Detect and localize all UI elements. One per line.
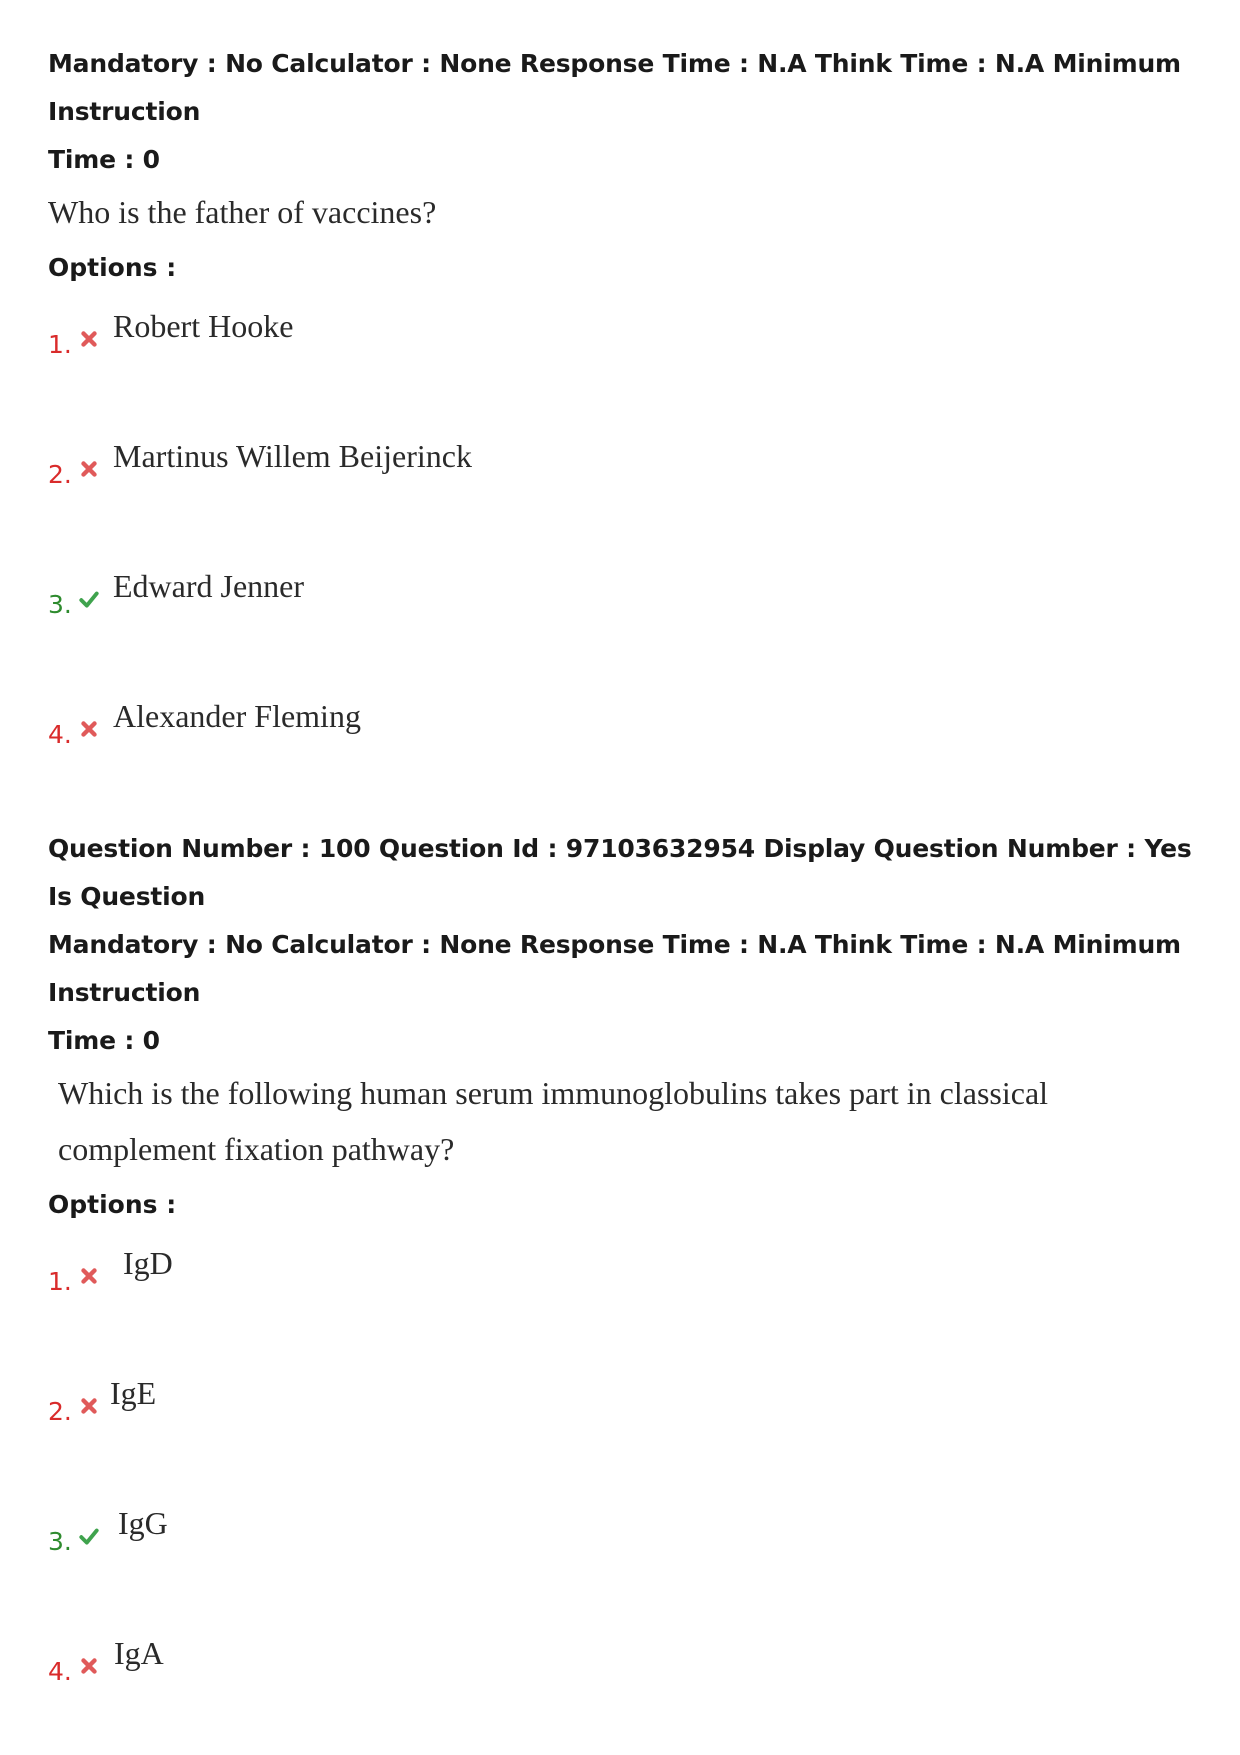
options-label: Options : [48, 253, 177, 282]
cross-icon [78, 458, 100, 480]
option-item [48, 688, 1208, 818]
option-text: Robert Hooke [113, 308, 294, 344]
cross-icon [78, 1395, 100, 1417]
check-icon [78, 588, 100, 610]
options-label: Options : [48, 1190, 177, 1219]
option-item [48, 428, 1208, 558]
option-text: Alexander Fleming [113, 698, 361, 734]
cross-icon [78, 1655, 100, 1677]
option-item [48, 1495, 1208, 1625]
option-number: 4. [48, 1657, 72, 1686]
option-item [48, 298, 1208, 428]
option-number: 4. [48, 720, 72, 749]
check-icon [78, 1525, 100, 1547]
question-text: Which is the following human serum immunoglobulins takes part in classical [58, 1075, 1049, 1111]
question-block-1 [48, 40, 1208, 818]
option-item [48, 1365, 1208, 1495]
question-text: complement fixation pathway? [58, 1131, 455, 1167]
option-item [48, 1625, 1208, 1755]
question-meta-line: Time : 0 [48, 145, 160, 174]
option-item [48, 1235, 1208, 1365]
option-text: IgG [118, 1505, 168, 1541]
option-text: IgA [114, 1635, 164, 1671]
cross-icon [78, 328, 100, 350]
question-meta-line: Question Number : 100 Question Id : 97103632954 Display Question Number : Yes Is Question [48, 834, 1192, 911]
option-number: 3. [48, 590, 72, 619]
option-text: IgE [110, 1375, 157, 1411]
option-number: 2. [48, 460, 72, 489]
option-number: 2. [48, 1397, 72, 1426]
option-item [48, 558, 1208, 688]
cross-icon [78, 1265, 100, 1287]
option-number: 1. [48, 1267, 72, 1296]
option-text: Edward Jenner [113, 568, 305, 604]
option-text: Martinus Willem Beijerinck [113, 438, 472, 474]
option-text: IgD [123, 1245, 173, 1281]
cross-icon [78, 718, 100, 740]
question-meta-line: Mandatory : No Calculator : None Response Time : N.A Think Time : N.A Minimum Instruction [48, 930, 1181, 1007]
question-text: Who is the father of vaccines? [48, 194, 437, 230]
question-block-2 [48, 825, 1208, 1755]
question-meta-line: Mandatory : No Calculator : None Response Time : N.A Think Time : N.A Minimum Instruction [48, 49, 1181, 126]
question-meta-line: Time : 0 [48, 1026, 160, 1055]
option-number: 3. [48, 1527, 72, 1556]
option-number: 1. [48, 330, 72, 359]
